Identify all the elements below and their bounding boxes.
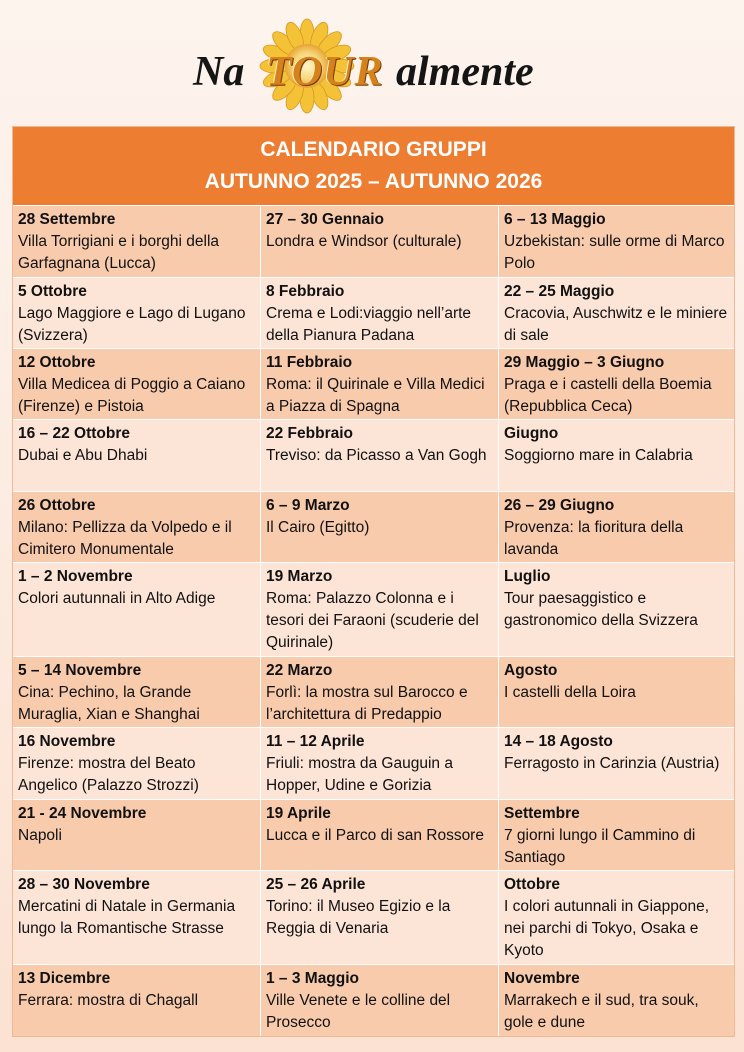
logo-text-na: Na <box>193 49 245 95</box>
calendar-entry <box>13 419 261 491</box>
entry-description: Dubai e Abu Dhabi <box>18 447 148 464</box>
calendar-entry <box>499 277 734 348</box>
entry-date: 19 Aprile <box>266 805 331 822</box>
entry-description: I colori autunnali in Giappone, nei parchi di Tokyo, Osaka e Kyoto <box>504 898 710 959</box>
entry-description: Firenze: mostra del Beato Angelico (Palazzo Strozzi) <box>18 755 199 794</box>
calendar-entry <box>499 870 734 964</box>
calendar-entry <box>13 656 261 727</box>
entry-date: 22 – 25 Maggio <box>504 283 615 300</box>
entry-date: 16 Novembre <box>18 733 116 750</box>
entry-date: 6 – 9 Marzo <box>266 497 350 514</box>
calendar-entry <box>261 491 499 562</box>
entry-description: Cracovia, Auschwitz e le miniere di sale <box>504 305 728 344</box>
entry-description: Villa Medicea di Poggio a Caiano (Firenze) e Pistoia <box>18 376 246 415</box>
calendar-entry <box>261 348 499 419</box>
entry-date: 1 – 2 Novembre <box>18 568 133 585</box>
calendar-entry <box>13 562 261 656</box>
entry-date: 11 Febbraio <box>266 354 353 371</box>
group-calendar-table <box>12 126 735 1037</box>
calendar-entry <box>13 348 261 419</box>
entry-description: Cina: Pechino, la Grande Muraglia, Xian e Shanghai <box>18 684 200 723</box>
entry-description: Londra e Windsor (culturale) <box>266 233 462 250</box>
calendar-grid <box>13 205 734 1036</box>
entry-description: Ferrara: mostra di Chagall <box>18 992 199 1009</box>
entry-description: Roma: il Quirinale e Villa Medici a Piazza di Spagna <box>266 376 485 415</box>
calendar-entry <box>499 727 734 799</box>
entry-date: Agosto <box>504 662 558 679</box>
entry-description: Lucca e il Parco di san Rossore <box>266 827 484 844</box>
calendar-entry <box>499 419 734 491</box>
entry-description: Forlì: la mostra sul Barocco e l’architettura di Predappio <box>266 684 468 723</box>
calendar-entry <box>261 419 499 491</box>
entry-date: 1 – 3 Maggio <box>266 970 360 987</box>
entry-date: 27 – 30 Gennaio <box>266 211 385 228</box>
entry-description: Villa Torrigiani e i borghi della Garfagnana (Lucca) <box>18 233 220 272</box>
entry-date: 16 – 22 Ottobre <box>18 425 130 442</box>
entry-description: Uzbekistan: sulle orme di Marco Polo <box>504 233 725 272</box>
calendar-entry <box>499 799 734 870</box>
entry-description: Ferragosto in Carinzia (Austria) <box>504 755 720 772</box>
entry-description: Provenza: la fioritura della lavanda <box>504 519 684 558</box>
calendar-entry <box>499 656 734 727</box>
calendar-entry <box>499 348 734 419</box>
calendar-entry <box>261 727 499 799</box>
calendar-entry <box>13 727 261 799</box>
entry-date: 19 Marzo <box>266 568 333 585</box>
entry-description: Ville Venete e le colline del Prosecco <box>266 992 451 1031</box>
calendar-period: AUTUNNO 2025 – AUTUNNO 2026 <box>204 170 543 193</box>
entry-date: Ottobre <box>504 876 560 893</box>
entry-description: Crema e Lodi:viaggio nell’arte della Pianura Padana <box>266 305 472 344</box>
calendar-header <box>13 127 734 205</box>
calendar-entry <box>261 964 499 1036</box>
brand-logo <box>0 14 744 114</box>
entry-date: Giugno <box>504 425 559 442</box>
entry-date: 29 Maggio – 3 Giugno <box>504 354 665 371</box>
entry-description: Friuli: mostra da Gauguin a Hopper, Udine e Gorizia <box>266 755 453 794</box>
calendar-entry <box>13 205 261 277</box>
calendar-entry <box>261 870 499 964</box>
calendar-entry <box>499 205 734 277</box>
entry-date: 5 – 14 Novembre <box>18 662 142 679</box>
entry-date: 12 Ottobre <box>18 354 96 371</box>
entry-date: 6 – 13 Maggio <box>504 211 606 228</box>
calendar-entry <box>499 562 734 656</box>
entry-description: Treviso: da Picasso a Van Gogh <box>266 447 487 464</box>
calendar-entry <box>13 964 261 1036</box>
entry-date: 28 Settembre <box>18 211 116 228</box>
entry-date: Luglio <box>504 568 551 585</box>
calendar-entry <box>261 562 499 656</box>
entry-description: Colori autunnali in Alto Adige <box>18 590 216 607</box>
entry-date: 25 – 26 Aprile <box>266 876 366 893</box>
calendar-entry <box>261 205 499 277</box>
calendar-entry <box>13 799 261 870</box>
calendar-entry <box>261 277 499 348</box>
entry-description: Soggiorno mare in Calabria <box>504 447 693 464</box>
entry-date: 22 Febbraio <box>266 425 353 442</box>
entry-date: Settembre <box>504 805 580 822</box>
entry-description: Milano: Pellizza da Volpedo e il Cimitero Monumentale <box>18 519 232 558</box>
entry-date: 13 Dicembre <box>18 970 111 987</box>
entry-date: 21 - 24 Novembre <box>18 805 147 822</box>
calendar-entry <box>499 491 734 562</box>
entry-description: Marrakech e il sud, tra souk, gole e dune <box>504 992 699 1031</box>
entry-date: 5 Ottobre <box>18 283 87 300</box>
entry-description: Torino: il Museo Egizio e la Reggia di Venaria <box>266 898 451 937</box>
entry-description: Il Cairo (Egitto) <box>266 519 370 536</box>
entry-description: Mercatini di Natale in Germania lungo la Romantische Strasse <box>18 898 236 937</box>
entry-date: 22 Marzo <box>266 662 333 679</box>
calendar-title: CALENDARIO GRUPPI <box>260 138 487 161</box>
calendar-entry <box>261 799 499 870</box>
calendar-entry <box>13 277 261 348</box>
entry-description: Napoli <box>18 827 62 844</box>
entry-date: 28 – 30 Novembre <box>18 876 150 893</box>
entry-description: I castelli della Loira <box>504 684 636 701</box>
entry-date: 26 – 29 Giugno <box>504 497 615 514</box>
logo-text-tour: TOUR <box>266 49 384 95</box>
entry-date: 8 Febbraio <box>266 283 345 300</box>
calendar-entry <box>13 870 261 964</box>
entry-description: Tour paesaggistico e gastronomico della Svizzera <box>504 590 698 629</box>
calendar-entry <box>13 491 261 562</box>
entry-description: Lago Maggiore e Lago di Lugano (Svizzera) <box>18 305 246 344</box>
entry-description: Praga e i castelli della Boemia (Repubblica Ceca) <box>504 376 712 415</box>
calendar-entry <box>499 964 734 1036</box>
entry-date: 11 – 12 Aprile <box>266 733 365 750</box>
entry-description: Roma: Palazzo Colonna e i tesori dei Faraoni (scuderie del Quirinale) <box>266 590 479 651</box>
logo-text-almente: almente <box>396 49 534 95</box>
entry-description: 7 giorni lungo il Cammino di Santiago <box>504 827 696 866</box>
entry-date: 14 – 18 Agosto <box>504 733 613 750</box>
entry-date: Novembre <box>504 970 580 987</box>
entry-date: 26 Ottobre <box>18 497 96 514</box>
calendar-entry <box>261 656 499 727</box>
